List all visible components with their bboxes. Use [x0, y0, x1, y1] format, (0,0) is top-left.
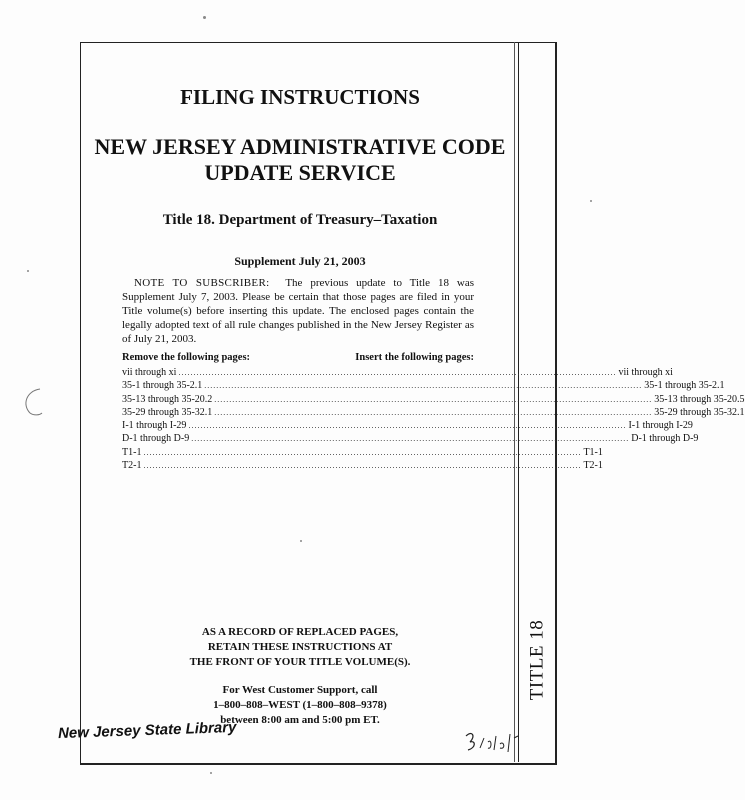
- table-row: [122, 419, 693, 432]
- scan-speck: [203, 16, 206, 19]
- note-text: The previous update to Title 18 was Supplement July 7, 2003. Please be certain that those pages are filed in your Title volume(s) before inserting this update. The enclosed pages contain the legally adopted text of all rule changes published in the New Jersey Register as of July 21, 2003.: [122, 277, 475, 345]
- leader-dots: ..................................................................................................................................................: [204, 381, 643, 391]
- remove-cell: vii through xi: [122, 367, 177, 378]
- title-heading: Title 18. Department of Treasury–Taxation: [162, 212, 438, 228]
- support-line-2: 1–800–808–WEST (1–800–808–9378): [213, 699, 387, 711]
- insert-cell: D-1 through D-9: [631, 433, 699, 445]
- retain-line-1: AS A RECORD OF REPLACED PAGES,: [201, 626, 399, 638]
- filing-instructions-heading: FILING INSTRUCTIONS: [180, 85, 420, 109]
- table-row: [122, 432, 699, 445]
- remove-cell: 35-13 through 35-20.2: [122, 393, 213, 405]
- note-label: NOTE TO SUBSCRIBER:: [134, 277, 270, 289]
- title-tab-label: TITLE 18: [526, 619, 548, 701]
- insert-cell: T2-1: [583, 460, 603, 472]
- table-row: [122, 446, 603, 459]
- leader-dots: ..................................................................................................................................................: [178, 368, 617, 377]
- leader-dots: ..................................................................................................................................................: [143, 447, 582, 457]
- support-line-1: For West Customer Support, call: [222, 684, 378, 696]
- retain-line-3: THE FRONT OF YOUR TITLE VOLUME(S).: [189, 656, 411, 668]
- leader-dots: ..................................................................................................................................................: [214, 394, 653, 404]
- remove-cell: 35-1 through 35-2.1: [122, 380, 203, 392]
- scan-speck: [590, 200, 592, 202]
- table-row: [122, 406, 745, 419]
- insert-cell: vii through xi: [618, 367, 673, 378]
- insert-cell: 35-13 through 35-20.5: [654, 393, 745, 405]
- table-row: [122, 393, 745, 406]
- table-row: [122, 379, 725, 392]
- table-row: [122, 459, 603, 472]
- insert-cell: I-1 through I-29: [628, 420, 693, 432]
- remove-cell: 35-29 through 35-32.1: [122, 406, 213, 418]
- leader-dots: ..................................................................................................................................................: [214, 407, 653, 417]
- support-line-3: between 8:00 am and 5:00 pm ET.: [220, 714, 380, 726]
- insert-cell: 35-29 through 35-32.1: [654, 406, 745, 418]
- title-tab: [519, 600, 555, 720]
- remove-cell: I-1 through I-29: [122, 420, 187, 432]
- scan-speck: [210, 772, 212, 774]
- insert-cell: 35-1 through 35-2.1: [644, 380, 725, 392]
- leader-dots: ..................................................................................................................................................: [188, 421, 627, 431]
- leader-dots: ..................................................................................................................................................: [143, 461, 582, 471]
- supplement-heading: Supplement July 21, 2003: [234, 254, 366, 268]
- retain-line-2: RETAIN THESE INSTRUCTIONS AT: [207, 641, 393, 653]
- remove-header: Remove the following pages:: [122, 352, 251, 363]
- insert-header: Insert the following pages:: [355, 352, 474, 363]
- binder-hole-mark: [18, 385, 48, 419]
- pages-table: [122, 366, 745, 472]
- pages-table-header: [122, 352, 474, 363]
- library-stamp: New Jersey State Library: [57, 718, 237, 743]
- njac-heading-line1: NEW JERSEY ADMINISTRATIVE CODE: [94, 134, 506, 159]
- njac-heading: [80, 134, 520, 186]
- retain-instructions: [80, 625, 520, 670]
- njac-heading-line2: UPDATE SERVICE: [204, 160, 396, 185]
- remove-cell: T1-1: [122, 446, 142, 458]
- handwritten-initials: [462, 728, 526, 756]
- subscriber-note: [122, 276, 474, 346]
- insert-cell: T1-1: [583, 446, 603, 458]
- remove-cell: T2-1: [122, 460, 142, 472]
- scan-speck: [27, 270, 29, 272]
- remove-cell: D-1 through D-9: [122, 433, 190, 445]
- leader-dots: ..................................................................................................................................................: [191, 434, 630, 444]
- table-row: [122, 366, 673, 379]
